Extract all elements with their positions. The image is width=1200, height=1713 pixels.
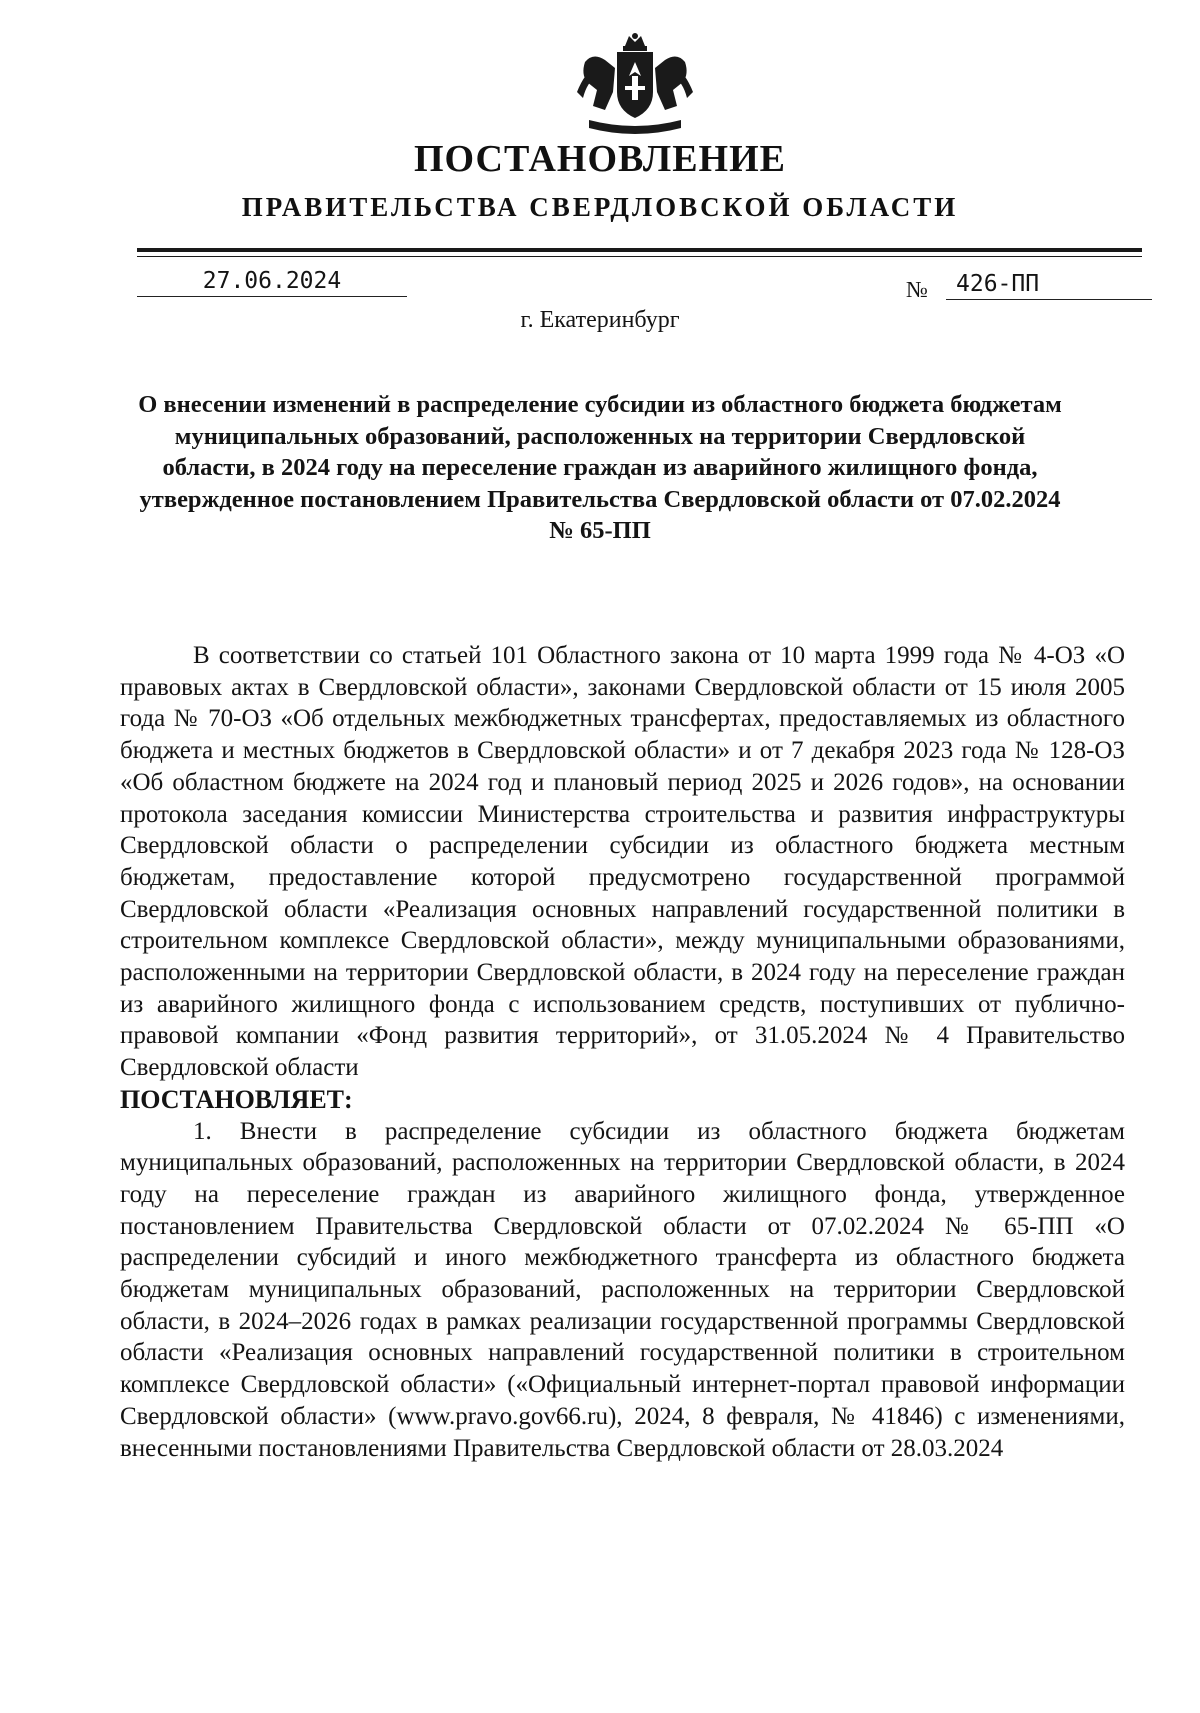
- sverdlovsk-coat-of-arms-icon: [575, 32, 695, 142]
- document-subtitle: ПРАВИТЕЛЬСТВА СВЕРДЛОВСКОЙ ОБЛАСТИ: [241, 192, 959, 222]
- document-date: 27.06.2024: [137, 268, 407, 297]
- document-city: г. Екатеринбург: [520, 307, 680, 333]
- preamble-paragraph: В соответствии со статьей 101 Областного закона от 10 марта 1999 года № 4-ОЗ «О правовых актах в Свердловской области», законами Свердловской области от 15 июля 2005 года № 70-ОЗ «Об отдельных межбюджетных трансфертах, предоставляемых из областного бюджета и местных бюджетов в Свердловской области» и от 7 декабря 2023 года № 128-ОЗ «Об областном бюджете на 2024 год и плановый период 2025 и 2026 годов», на основании протокола заседания комиссии Министерства строительства и развития инфраструктуры Свердловской области о распределении субсидии из областного бюджета местным бюджетам, предоставление которой предусмотрено государственной программой Свердловской области «Реализация основных направлений государственной политики в строительном комплексе Свердловской области», между муниципальными образованиями, расположенными на территории Свердловской области, в 2024 году на переселение граждан из аварийного жилищного фонда с использованием средств, поступивших от публично-правовой компании «Фонд развития территорий», от 31.05.2024 № 4 Правительство Свердловской области: [120, 642, 1125, 1082]
- header-divider-thin: [137, 256, 1142, 257]
- document-title: ПОСТАНОВЛЕНИЕ: [413, 138, 787, 180]
- document-body: [120, 640, 1125, 1464]
- document-heading: О внесении изменений в распределение субсидии из областного бюджета бюджетам муниципальных образований, расположенных на территории Свердловской области, в 2024 году на переселение граждан из аварийного жилищного фонда, утвержденное постановлением Правительства Свердловской области от 07.02.2024 № 65-ПП: [138, 391, 1062, 544]
- resolve-label: ПОСТАНОВЛЯЕТ:: [120, 1084, 353, 1114]
- number-value: 426-ПП: [946, 271, 1152, 300]
- number-sign: №: [906, 277, 928, 302]
- clause-1-paragraph: 1. Внести в распределение субсидии из областного бюджета бюджетам муниципальных образований, расположенных на территории Свердловской области, в 2024 году на переселение граждан из аварийного жилищного фонда, утвержденное постановлением Правительства Свердловской области от 07.02.2024 № 65-ПП «О распределении субсидий и иного межбюджетного трансферта из областного бюджета бюджетам муниципальных образований, расположенных на территории Свердловской области, в 2024–2026 годах в рамках реализации государственной программы Свердловской области «Реализация основных направлений государственной политики в строительном комплексе Свердловской области» («Официальный интернет-портал правовой информации Свердловской области» (www.pravo.gov66.ru), 2024, 8 февраля, № 41846) с изменениями, внесенными постановлениями Правительства Свердловской области от 28.03.2024: [120, 1117, 1125, 1462]
- header-divider-thick: [137, 248, 1142, 252]
